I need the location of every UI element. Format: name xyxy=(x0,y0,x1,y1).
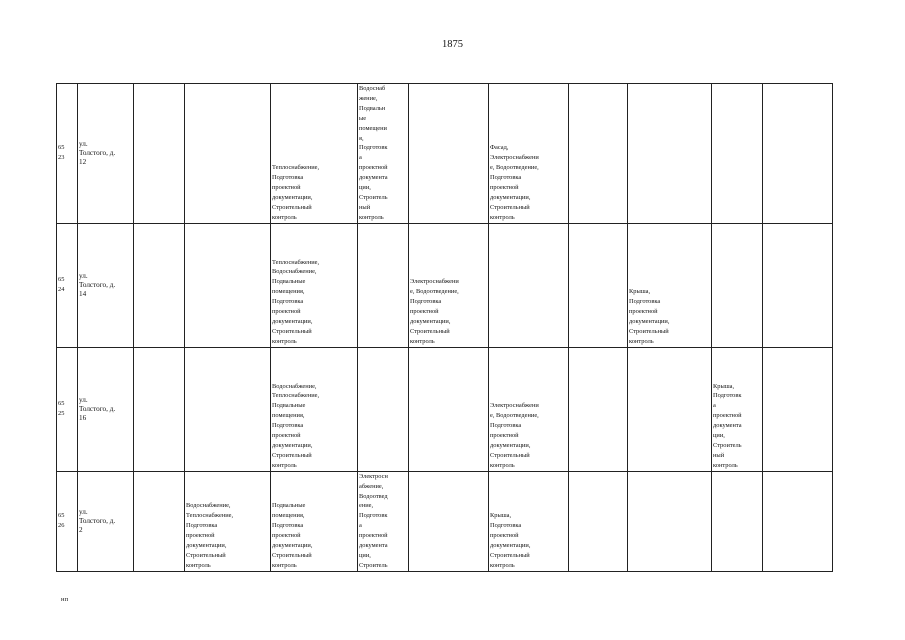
table-cell: Фасад, Электроснабжени е, Водоотведение, Подготовка проектной документации, Строительный контроль xyxy=(489,84,569,224)
table-cell xyxy=(134,223,185,347)
table-cell xyxy=(628,84,712,224)
table-cell xyxy=(569,84,628,224)
table-cell: Крыша, Подготовка проектной документации, Строительный контроль xyxy=(489,471,569,571)
table-cell xyxy=(134,347,185,471)
table-cell xyxy=(628,347,712,471)
page-number: 1875 xyxy=(442,39,463,50)
address-cell: ул. Толстого, д. 2 xyxy=(78,471,134,571)
table-cell xyxy=(763,223,833,347)
table-cell xyxy=(712,471,763,571)
row-number: 65 24 xyxy=(57,223,78,347)
row-number: 65 23 xyxy=(57,84,78,224)
table-row xyxy=(57,471,833,571)
row-number: 65 26 xyxy=(57,471,78,571)
table-cell xyxy=(134,84,185,224)
table-cell xyxy=(409,347,489,471)
table-cell xyxy=(134,471,185,571)
table-row xyxy=(57,347,833,471)
table-cell: Теплоснабжение, Водоснабжение, Подвальные помещения, Подготовка проектной документации, Строительный контроль xyxy=(271,223,358,347)
address-cell: ул. Толстого, д. 14 xyxy=(78,223,134,347)
table-cell xyxy=(185,84,271,224)
table-cell: Водоснаб жение, Подвальн ые помещени я, Подготовк а проектной документа ции, Строитель ный контроль xyxy=(358,84,409,224)
table-cell xyxy=(569,471,628,571)
footer-mark: нп xyxy=(61,596,69,603)
table-cell xyxy=(763,471,833,571)
table-cell: Водоснабжение, Теплоснабжение, Подвальные помещения, Подготовка проектной документации, Строительный контроль xyxy=(271,347,358,471)
table-cell xyxy=(763,347,833,471)
works-schedule-table xyxy=(56,83,833,572)
table-cell xyxy=(712,223,763,347)
address-cell: ул. Толстого, д. 16 xyxy=(78,347,134,471)
row-number: 65 25 xyxy=(57,347,78,471)
table-row xyxy=(57,84,833,224)
table-cell xyxy=(358,347,409,471)
address-cell: ул. Толстого, д. 12 xyxy=(78,84,134,224)
table-cell xyxy=(763,84,833,224)
table-cell: Водоснабжение, Теплоснабжение, Подготовка проектной документации, Строительный контроль xyxy=(185,471,271,571)
table-cell: Крыша, Подготовк а проектной документа ции, Строитель ный контроль xyxy=(712,347,763,471)
table-cell: Электросн абжение, Водоотвед ение, Подготовк а проектной документа ции, Строитель xyxy=(358,471,409,571)
table-cell: Теплоснабжение, Подготовка проектной документации, Строительный контроль xyxy=(271,84,358,224)
table-cell xyxy=(358,223,409,347)
table-cell: Электроснабжени е, Водоотведение, Подготовка проектной документации, Строительный контроль xyxy=(489,347,569,471)
table-cell xyxy=(489,223,569,347)
table-cell: Подвальные помещения, Подготовка проектной документации, Строительный контроль xyxy=(271,471,358,571)
table-cell xyxy=(712,84,763,224)
table-cell xyxy=(569,347,628,471)
table-cell: Электроснабжени е, Водоотведение, Подготовка проектной документации, Строительный контроль xyxy=(409,223,489,347)
table-cell xyxy=(569,223,628,347)
table-cell xyxy=(628,471,712,571)
table-cell xyxy=(409,471,489,571)
table-cell xyxy=(185,347,271,471)
table-cell: Крыша, Подготовка проектной документации, Строительный контроль xyxy=(628,223,712,347)
table-cell xyxy=(409,84,489,224)
table-cell xyxy=(185,223,271,347)
table-row xyxy=(57,223,833,347)
